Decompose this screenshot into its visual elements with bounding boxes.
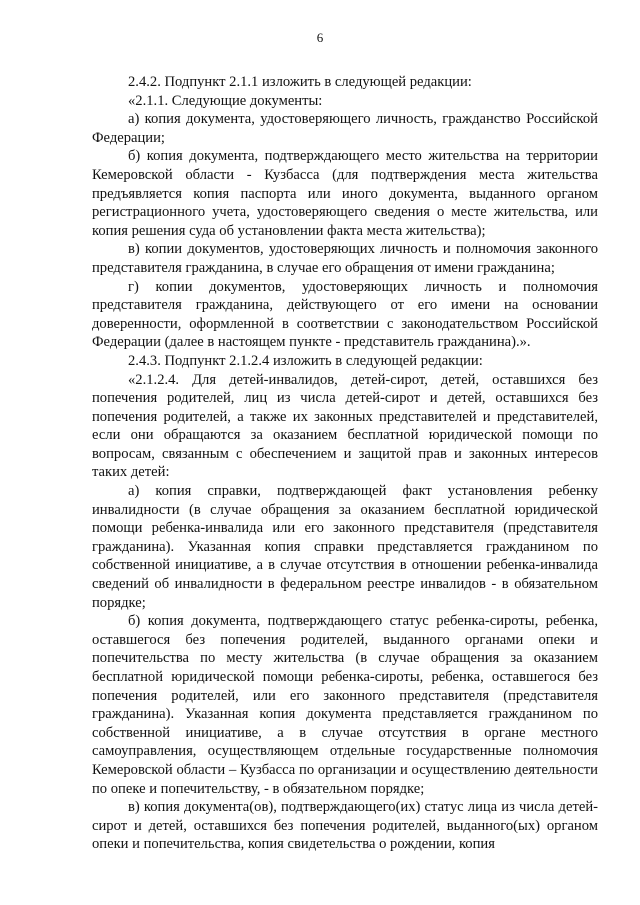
paragraph-item-b: б) копия документа, подтверждающего место жительства на территории Кемеровской области - Кузбасса (для подтверждения места жительства предъявляется копия паспорта или иного документа, выданного органом регистрационного учета, удостоверяющего сведения о месте жительства, или копия решения суда об установлении факта места жительства); [92,148,598,239]
paragraph-sub-item-a: а) копия справки, подтверждающей факт установления ребенку инвалидности (в случае обращения за оказанием бесплатной юридической помощи ребенка-инвалида или его законного представителя (представителя гражданина). Указанная копия справки представляется гражданином по собственной инициативе, а в случае отсутствия в отношении ребенка-инвалида сведений об инвалидности в федеральном реестре инвалидов - в обязательном порядке; [92,483,598,611]
paragraph-2-4-3-heading: 2.4.3. Подпункт 2.1.2.4 изложить в следующей редакции: [128,352,483,369]
paragraph-sub-item-b: б) копия документа, подтверждающего статус ребенка-сироты, ребенка, оставшегося без попечения родителей, выданного органами опеки и попечительства по месту жительства (в случае обращения за оказанием бесплатной юридической помощи ребенка-сироты, ребенка, оставшегося без попечения родителей, или его законного представителя (представителя гражданина). Указанная копия документа представляется гражданином по собственной инициативе, а в случае отсутствия в органе местного самоуправления, осуществляющем отдельные государственные полномочия Кемеровской области – Кузбасса по организации и осуществлению деятельности по опеке и попечительству, - в обязательном порядке; [92,613,598,797]
page-number: 6 [316,30,324,45]
paragraph-2-1-2-4-intro: «2.1.2.4. Для детей-инвалидов, детей-сирот, детей, оставшихся без попечения родителей, лиц из числа детей-сирот и детей, оставшихся без попечения родителей, а также их законных представителей и представителей, если они обращаются за оказанием бесплатной юридической помощи по вопросам, связанным с обеспечением и защитой прав и законных интересов таких детей: [92,371,598,481]
paragraph-2-1-1-intro: «2.1.1. Следующие документы: [128,92,323,109]
document-body [92,73,598,854]
paragraph-item-a: а) копия документа, удостоверяющего личность, гражданство Российской Федерации; [92,111,598,146]
paragraph-2-4-2-heading: 2.4.2. Подпункт 2.1.1 изложить в следующей редакции: [128,74,472,90]
paragraph-item-g: г) копии документов, удостоверяющих личность и полномочия представителя гражданина, действующего от его имени на основании доверенности, оформленной в соответствии с законодательством Российской Федерации (далее в настоящем пункте - представитель гражданина).». [92,278,598,351]
paragraph-item-v: в) копии документов, удостоверяющих личность и полномочия законного представителя гражданина, в случае его обращения от имени гражданина; [92,241,598,276]
paragraph-sub-item-v: в) копия документа(ов), подтверждающего(их) статус лица из числа детей-сирот и детей, оставшихся без попечения родителей, выданного(ых) органом опеки и попечительства, копия свидетельства о рождении, копия [92,799,598,853]
